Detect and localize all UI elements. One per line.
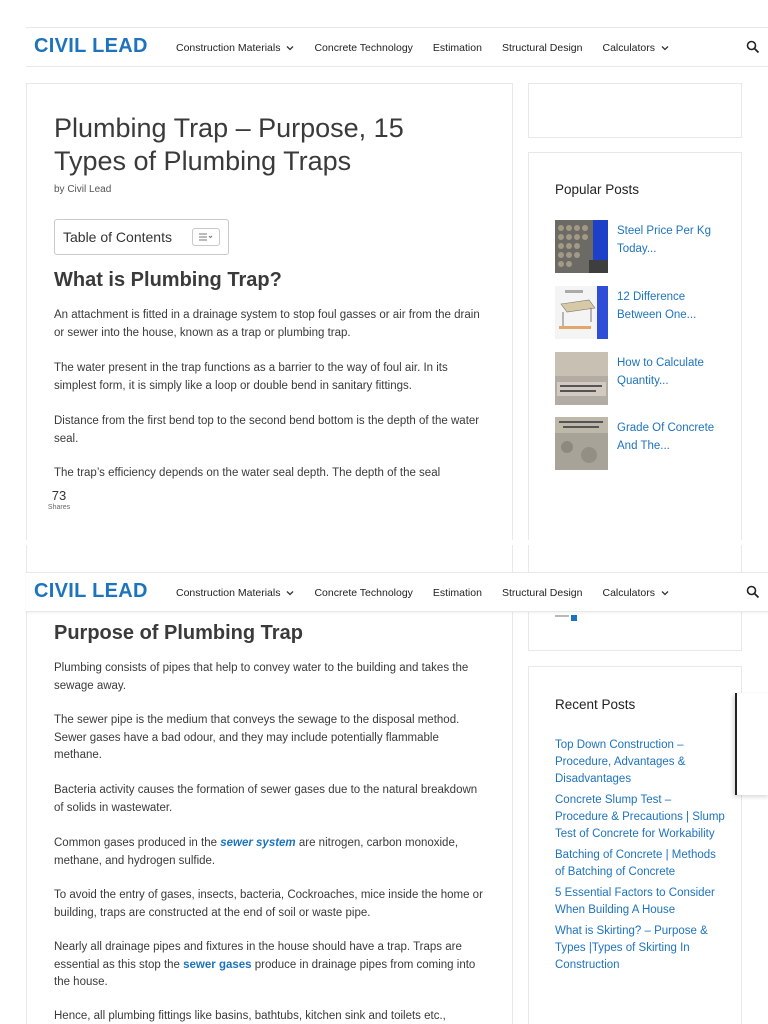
recent-posts-list xyxy=(555,737,725,978)
toc-toggle-button[interactable] xyxy=(192,228,220,246)
menu-label: Estimation xyxy=(432,42,482,54)
popular-post-title[interactable]: Grade Of Concrete And The... xyxy=(617,422,715,452)
recent-post-link[interactable]: Top Down Construction – Procedure, Advantages & Disadvantages xyxy=(555,739,686,785)
paragraph: Bacteria activity causes the formation of sewer gases due to the natural breakdown of solids in wastewater. xyxy=(54,784,478,814)
menu-label: Structural Design xyxy=(501,42,583,54)
chevron-down-icon xyxy=(286,589,294,597)
paragraph: The trap’s efficiency depends on the water seal depth. The depth of the seal xyxy=(54,467,441,479)
concrete-grade-thumb[interactable] xyxy=(555,417,608,470)
site-logo[interactable]: CIVIL LEAD xyxy=(34,580,148,602)
recent-post-link[interactable]: Batching of Concrete | Methods of Batching of Concrete xyxy=(555,849,716,878)
paragraph: Hence, all plumbing fittings like basins, bathtubs, kitchen sink and toilets etc., xyxy=(54,1010,446,1022)
menu-construction-materials[interactable] xyxy=(176,587,294,599)
main-menu xyxy=(176,28,689,68)
heading-what-is-plumbing-trap: What is Plumbing Trap? xyxy=(54,269,282,291)
table-of-contents[interactable] xyxy=(54,219,229,255)
paragraph: The sewer pipe is the medium that conveys the sewage to the disposal method. Sewer gases have a bad odour, and they may include potentially flammable methane. xyxy=(54,714,460,761)
menu-label: Concrete Technology xyxy=(314,587,413,599)
menu-calculators[interactable] xyxy=(603,587,670,599)
site-header-sticky xyxy=(26,572,768,612)
popular-post-item[interactable] xyxy=(555,352,735,406)
paragraph: An attachment is fitted in a drainage system to stop foul gasses or air from the drain or sewer into the house, known as a trap or plumbing trap. xyxy=(54,309,480,339)
popular-posts-heading: Popular Posts xyxy=(555,182,640,197)
menu-label: Calculators xyxy=(602,587,656,599)
paragraph-text: Nearly all drainage pipes and fixtures in the house should have a trap. Traps are essential as this stop the xyxy=(54,941,462,971)
byline: by Civil Lead xyxy=(54,184,112,195)
sewer-system-link[interactable]: sewer system xyxy=(220,837,296,849)
menu-calculators[interactable] xyxy=(603,42,670,54)
article-card xyxy=(26,545,513,1024)
menu-label: Concrete Technology xyxy=(314,42,413,54)
paragraph-text: Common gases produced in the xyxy=(54,837,221,849)
chevron-down-icon xyxy=(286,44,294,52)
menu-concrete-technology[interactable] xyxy=(314,587,412,599)
menu-estimation[interactable] xyxy=(433,587,482,599)
popular-post-title[interactable]: 12 Difference Between One... xyxy=(617,291,697,321)
calculate-quantity-thumb[interactable] xyxy=(555,352,608,405)
paragraph xyxy=(54,835,484,870)
recent-posts-widget xyxy=(528,666,742,1024)
site-logo[interactable]: CIVIL LEAD xyxy=(34,35,148,57)
popular-posts-widget xyxy=(528,152,742,540)
article-card xyxy=(26,83,513,540)
menu-construction-materials[interactable] xyxy=(176,42,294,54)
menu-concrete-technology[interactable] xyxy=(314,42,412,54)
floating-widget-edge[interactable] xyxy=(735,693,768,795)
heading-purpose-of-plumbing-trap: Purpose of Plumbing Trap xyxy=(54,622,303,644)
slab-diagram-thumb[interactable] xyxy=(555,286,608,339)
search-icon[interactable] xyxy=(746,585,760,599)
popular-post-title[interactable]: How to Calculate Quantity... xyxy=(617,357,704,387)
paragraph: To avoid the entry of gases, insects, bacteria, Cockroaches, mice inside the home or building, traps are constructed at the end of soil or waste pipe. xyxy=(54,889,483,919)
menu-label: Calculators xyxy=(602,42,656,54)
main-menu xyxy=(176,573,689,613)
menu-structural-design[interactable] xyxy=(502,587,583,599)
paragraph-text: produce in drainage pipes from coming into the house. xyxy=(54,958,476,988)
paragraph: The water present in the trap functions as a barrier to the way of foul air. In its simplest form, it is simply like a loop or double bend in sanitary fittings. xyxy=(54,362,448,392)
steel-bars-thumb[interactable] xyxy=(555,220,608,273)
search-icon[interactable] xyxy=(746,40,760,54)
chevron-down-icon xyxy=(661,44,669,52)
paragraph xyxy=(54,939,484,992)
share-label: Shares xyxy=(47,504,71,511)
paragraph-text: are nitrogen, carbon monoxide, methane, and hydrogen sulfide. xyxy=(54,837,459,867)
menu-estimation[interactable] xyxy=(433,42,482,54)
recent-post-link[interactable]: What is Skirting? – Purpose & Types |Types of Skirting In Construction xyxy=(555,925,708,971)
popular-post-title[interactable]: Steel Price Per Kg Today... xyxy=(617,225,711,255)
toc-label: Table of Contents xyxy=(63,229,172,245)
chevron-down-icon xyxy=(661,589,669,597)
viewport-scrolled xyxy=(0,545,768,1024)
menu-label: Structural Design xyxy=(501,587,583,599)
sidebar-ad-box xyxy=(528,83,742,138)
site-header xyxy=(26,27,768,67)
popular-post-item[interactable] xyxy=(555,286,735,340)
recent-post-link[interactable]: Concrete Slump Test – Procedure & Precautions | Slump Test of Concrete for Workability xyxy=(555,794,725,840)
menu-label: Estimation xyxy=(432,587,482,599)
paragraph: Distance from the first bend top to the second bend bottom is the depth of the water seal. xyxy=(54,415,480,445)
page-title: Plumbing Trap – Purpose, 15 Types of Plumbing Traps xyxy=(54,113,404,176)
recent-post-link[interactable]: 5 Essential Factors to Consider When Building A House xyxy=(555,887,715,916)
menu-structural-design[interactable] xyxy=(502,42,583,54)
popular-post-item[interactable] xyxy=(555,220,735,274)
list-toggle-icon xyxy=(199,233,213,241)
recent-posts-heading: Recent Posts xyxy=(555,697,636,712)
share-counter[interactable] xyxy=(44,488,74,511)
paragraph: Plumbing consists of pipes that help to convey water to the building and takes the sewage away. xyxy=(54,662,469,692)
share-count: 73 xyxy=(51,488,67,503)
popular-post-item[interactable] xyxy=(555,417,735,471)
sewer-gases-link[interactable]: sewer gases xyxy=(183,958,252,971)
menu-label: Construction Materials xyxy=(176,42,281,54)
menu-label: Construction Materials xyxy=(176,587,281,599)
